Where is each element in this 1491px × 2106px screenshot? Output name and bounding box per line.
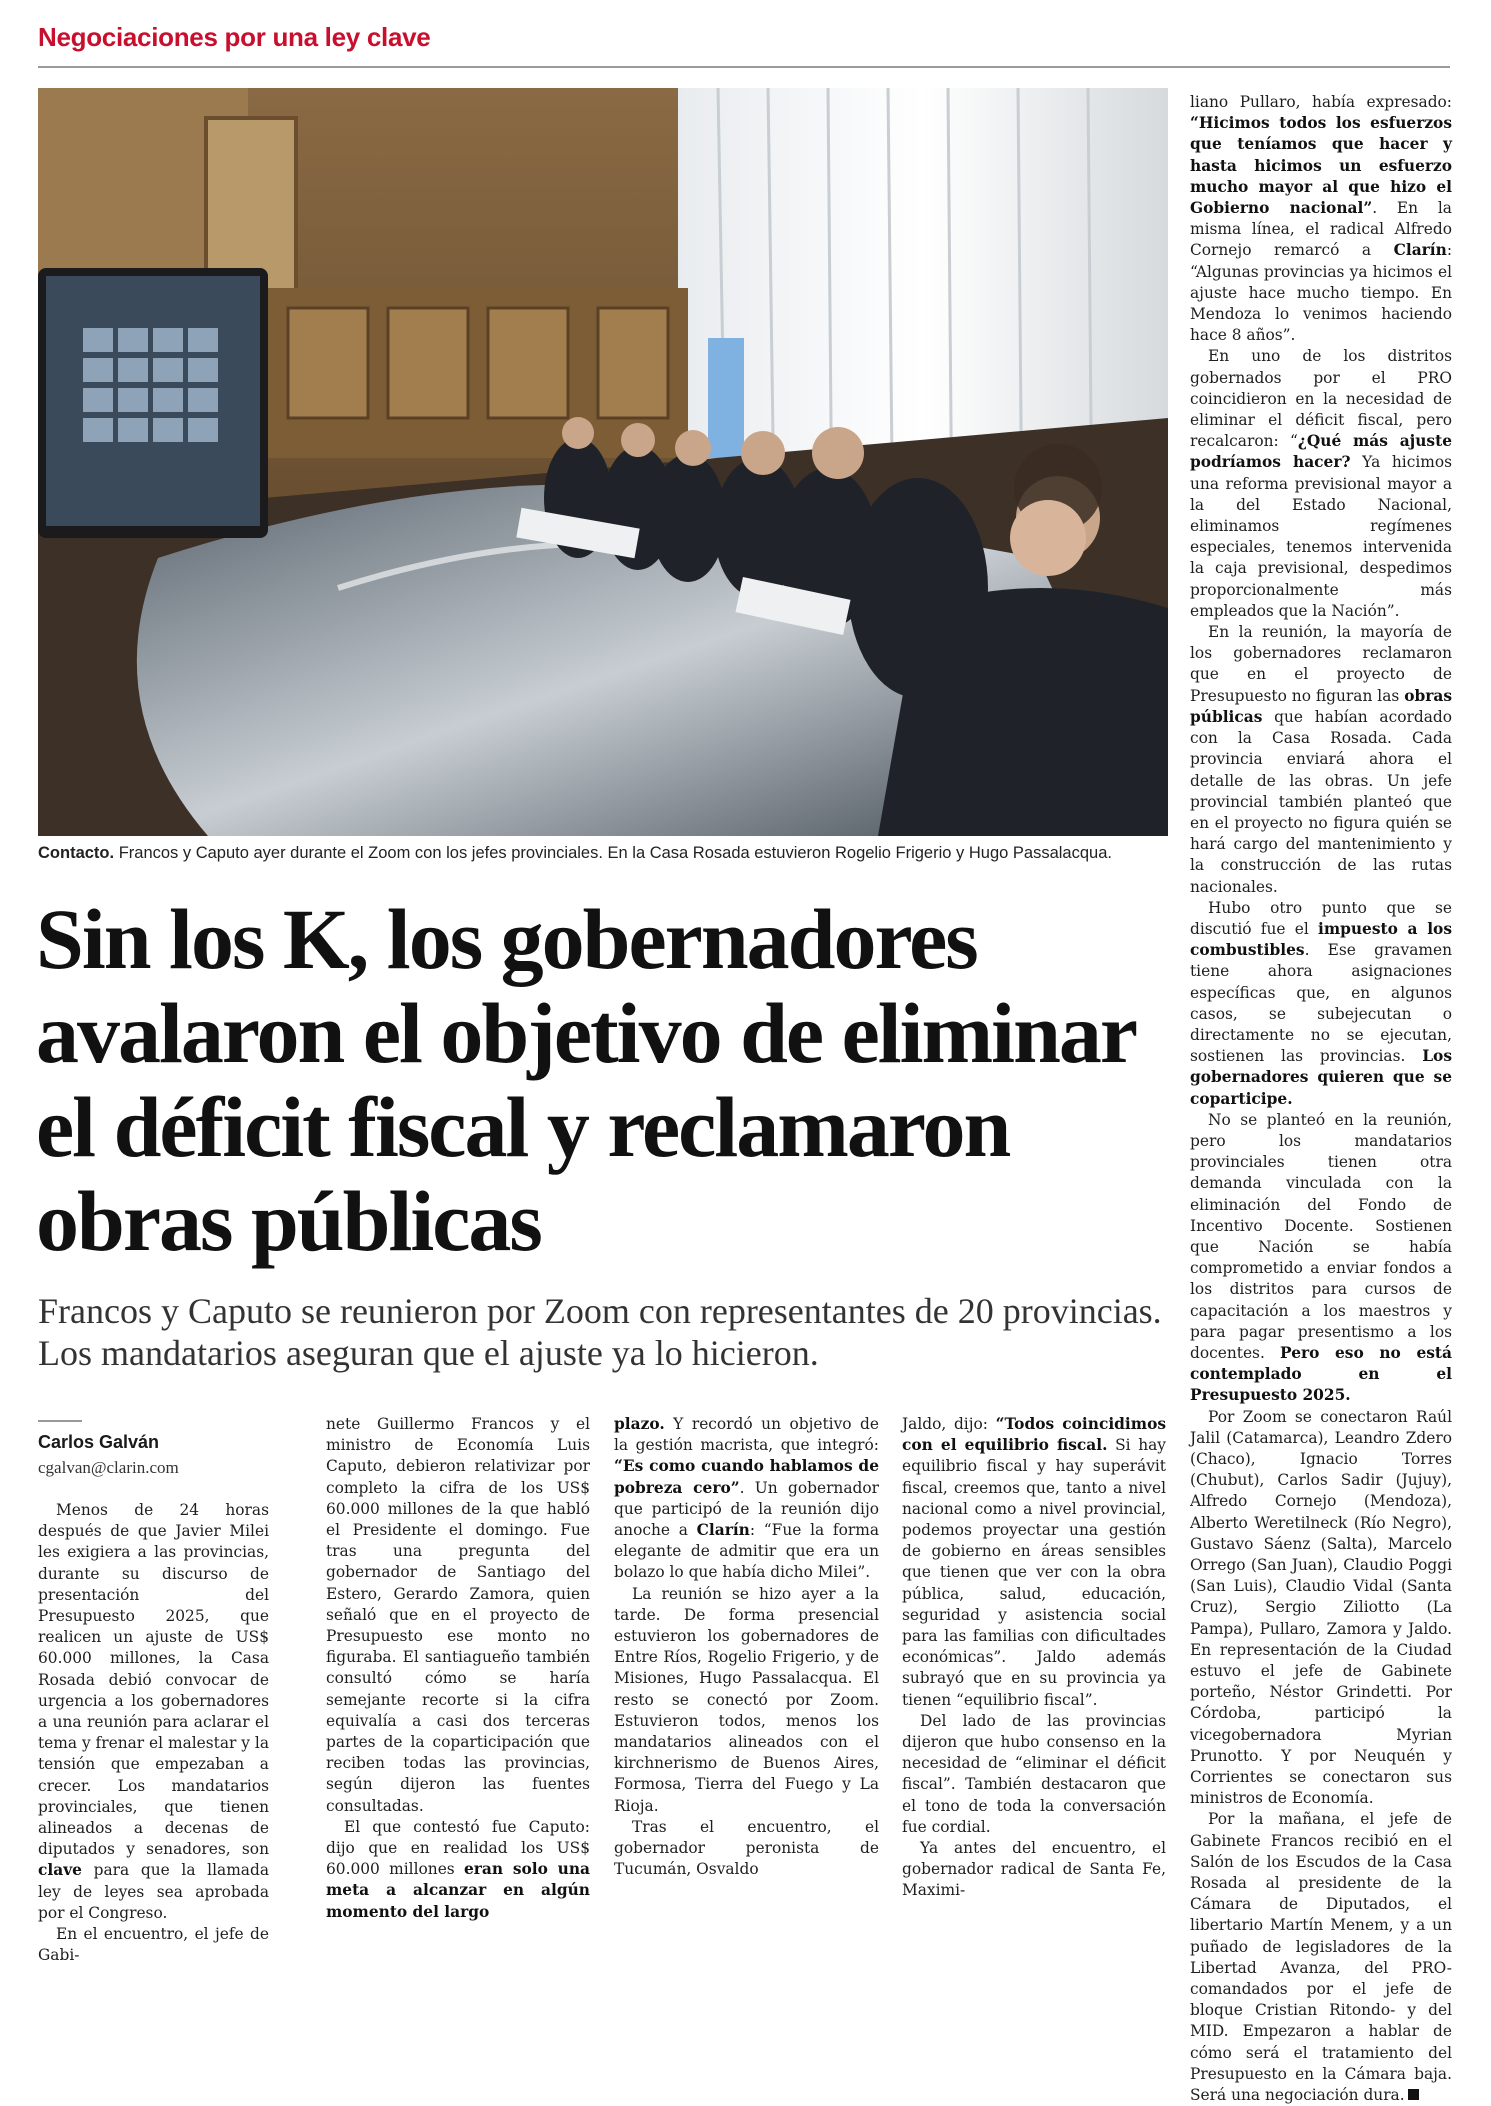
body-bold: impuesto a los combustibles: [1190, 919, 1452, 960]
body-bold: “Es como cuando hablamos de pobreza cero”: [614, 1457, 879, 1497]
body-text: Del lado de las provincias dijeron que hubo consenso en la necesidad de “eliminar el déficit fiscal”. También destacaron que el tono de toda la conversación fue cordial.: [902, 1711, 1166, 1836]
body-text: . Ese gravamen tiene ahora asignaciones específicas que, en algunos casos, se subejecutan o directamente no se ejecutan, sostienen las provincias.: [1190, 941, 1452, 1066]
body-column-5: [1190, 92, 1452, 2106]
body-column-2: [326, 1414, 590, 1923]
body-bold: “Todos coincidimos con el equilibrio fiscal.: [902, 1415, 1166, 1455]
body-text: : “Fue la forma elegante de admitir que era un bolazo lo que había dicho Milei”.: [614, 1521, 879, 1582]
body-text: El que contestó fue Caputo: dijo que en realidad los US$ 60.000 millones: [326, 1817, 590, 1879]
body-bold: ¿Qué más ajuste podríamos hacer?: [1190, 432, 1452, 472]
body-text: . Un gobernador que participó de la reunión dijo anoche a: [614, 1478, 879, 1540]
body-text: No se planteó en la reunión, pero los mandatarios provinciales tienen otra demanda vinculada con la eliminación del Fondo de Incentivo Docente. Sostienen que Nación se había comprometido a enviar fondos a los distritos para cursos de capacitación a los maestros y para pagar presentismo a los docentes.: [1190, 1110, 1452, 1362]
body-text: Menos de 24 horas después de que Javier Milei les exigiera a las provincias, durante su discurso de presentación del Presupuesto 2025, que realicen un ajuste de US$ 60.000 millones, la Casa Rosada debió convocar de urgencia a los gobernadores a una reunión para aclarar el tema y frenar el malestar y la tensión que empezaban a crecer. Los mandatarios provinciales, que tienen alineados a decenas de diputados y senadores, son: [38, 1501, 269, 1859]
section-divider: [38, 66, 1450, 68]
body-column-4: [902, 1414, 1166, 1902]
body-text: que habían acordado con la Casa Rosada. Cada provincia enviará ahora el detalle de las obras. Un jefe provincial también planteó que en el proyecto no figura quién se hará cargo del mantenimiento y la construcción de las rutas nacionales.: [1190, 707, 1452, 896]
body-text: Ya hicimos una reforma previsional mayor a la del Estado Nacional, eliminamos regímenes especiales, tenemos intervenida la caja previsional, despedimos proporcionalmente más empleados que la Nación”.: [1190, 453, 1453, 620]
end-mark-icon: [1408, 2089, 1419, 2100]
caption-label: Contacto.: [38, 844, 115, 862]
section-title: Negociaciones por una ley clave: [38, 22, 431, 52]
body-bold: Clarín: [1393, 241, 1447, 260]
byline-divider: [38, 1420, 82, 1422]
deck: Francos y Caputo se reunieron por Zoom con representantes de 20 provincias. Los mandatarios aseguran que el ajuste ya lo hicieron.: [38, 1291, 1162, 1373]
body-text: Por Zoom se conectaron Raúl Jalil (Catamarca), Leandro Zdero (Chaco), Ignacio Torres (Chubut), Carlos Sadir (Jujuy), Alfredo Cornejo (Mendoza), Alberto Weretilneck (Río Negro), Gustavo Sáenz (Salta), Marcelo Orrego (San Juan), Claudio Poggi (San Luis), Claudio Vidal (Santa Cruz), Sergio Ziliotto (La Pampa), Pullaro, Zamora y Jaldo. En representación de la Ciudad estuvo el jefe de Gabinete porteño, Néstor Grindetti. Por Córdoba, participó la vicegobernadora Myrian Prunotto. Y por Neuquén y Corrientes se conectaron sus ministros de Economía.: [1190, 1407, 1452, 1808]
body-bold: Pero eso no está contemplado en el Presupuesto 2025.: [1190, 1343, 1453, 1405]
body-bold: clave: [38, 1861, 82, 1880]
byline-email[interactable]: cgalvan@clarin.com: [38, 1458, 179, 1477]
article-photo: [38, 88, 1168, 836]
headline: Sin los K, los gobernadores avalaron el objetivo de eliminar el déficit fiscal y reclamaron obras públicas: [36, 891, 1135, 1269]
body-text: Tras el encuentro, el gobernador peronista de Tucumán, Osvaldo: [614, 1817, 879, 1879]
body-text: En uno de los distritos gobernados por el PRO coincidieron en la necesidad de eliminar el déficit fiscal, pero recalcaron: “: [1190, 347, 1452, 451]
body-text: Y recordó un objetivo de la gestión macrista, que integró:: [614, 1415, 879, 1455]
body-bold: plazo.: [614, 1415, 665, 1433]
body-text: Hubo otro punto que se discutió fue el: [1190, 898, 1452, 938]
body-bold: eran solo una meta a alcanzar en algún momento del largo: [326, 1860, 590, 1921]
body-column-1: [38, 1500, 269, 1966]
body-text: : “Algunas provincias ya hicimos el ajuste hace mucho tiempo. En Mendoza lo venimos haciendo hace 8 años”.: [1190, 241, 1452, 345]
body-text: En la reunión, la mayoría de los gobernadores reclamaron que en el proyecto de Presupuesto no figuran las: [1190, 623, 1452, 705]
body-column-3: [614, 1414, 879, 1880]
body-bold: obras públicas: [1190, 686, 1452, 726]
body-bold: Clarín: [696, 1521, 750, 1540]
body-text: nete Guillermo Francos y el ministro de Economía Luis Caputo, debieron relativizar por completo la cifra de los US$ 60.000 millones de la que habló el Presidente el domingo. Fue tras una pregunta del gobernador de Santiago del Estero, Gerardo Zamora, quien señaló que en el proyecto de Presupuesto ese monto no figuraba. El santiagueño también consultó cómo se haría semejante recorte si la cifra equivalía a casi dos terceras partes de la coparticipación que reciben todas las provincias, según dijeron las fuentes consultadas.: [326, 1415, 590, 1815]
body-text: La reunión se hizo ayer a la tarde. De forma presencial estuvieron los gobernadores de Entre Ríos, Rogelio Frigerio, y de Misiones, Hugo Passalacqua. El resto se conectó por Zoom. Estuvieron todos, menos los mandatarios alineados con el kirchnerismo de Buenos Aires, Formosa, Tierra del Fuego y La Rioja.: [614, 1584, 879, 1815]
body-text: Jaldo, dijo:: [902, 1415, 996, 1433]
body-text: Por la mañana, el jefe de Gabinete Francos recibió en el Salón de los Escudos de la Casa Rosada al presidente de la Cámara de Diputados, el libertario Martín Menem, y a un puñado de legisladores de la Libertad Avanza, del PRO-comandados por el jefe de bloque Cristian Ritondo- y del MID. Empezaron a hablar de cómo será el tratamiento del Presupuesto en la Cámara baja. Será una negociación dura.: [1190, 1810, 1452, 2105]
byline-author: Carlos Galván: [38, 1432, 160, 1452]
body-bold: Los gobernadores quieren que se coparticipe.: [1190, 1047, 1452, 1108]
body-text: liano Pullaro, había expresado:: [1190, 93, 1452, 111]
body-bold: “Hicimos todos los esfuerzos que teníamos que hacer y hasta hicimos un esfuerzo mucho mayor al que hizo el Gobierno nacional”: [1190, 114, 1452, 218]
photo-caption: [38, 844, 1168, 863]
body-text: Si hay equilibrio fiscal y hay superávit fiscal, creemos que, tanto a nivel nacional como a nivel provincial, podemos proyectar una gestión de gobierno en áreas sensibles que tienen que ver con la obra pública, salud, educación, seguridad y asistencia social para las familias con dificultades económicas”. Jaldo además subrayó que en su provincia ya tienen “equilibrio fiscal”.: [902, 1436, 1166, 1709]
body-text: para que la llamada ley de leyes sea aprobada por el Congreso.: [38, 1861, 269, 1922]
body-text: . En la misma línea, el radical Alfredo Cornejo remarcó a: [1190, 199, 1452, 260]
caption-text: Francos y Caputo ayer durante el Zoom con los jefes provinciales. En la Casa Rosada estuvieron Rogelio Frigerio y Hugo Passalacqua.: [118, 844, 1112, 862]
body-text: Ya antes del encuentro, el gobernador radical de Santa Fe, Maximi-: [902, 1839, 1166, 1900]
body-text: En el encuentro, el jefe de Gabi-: [38, 1925, 269, 1965]
